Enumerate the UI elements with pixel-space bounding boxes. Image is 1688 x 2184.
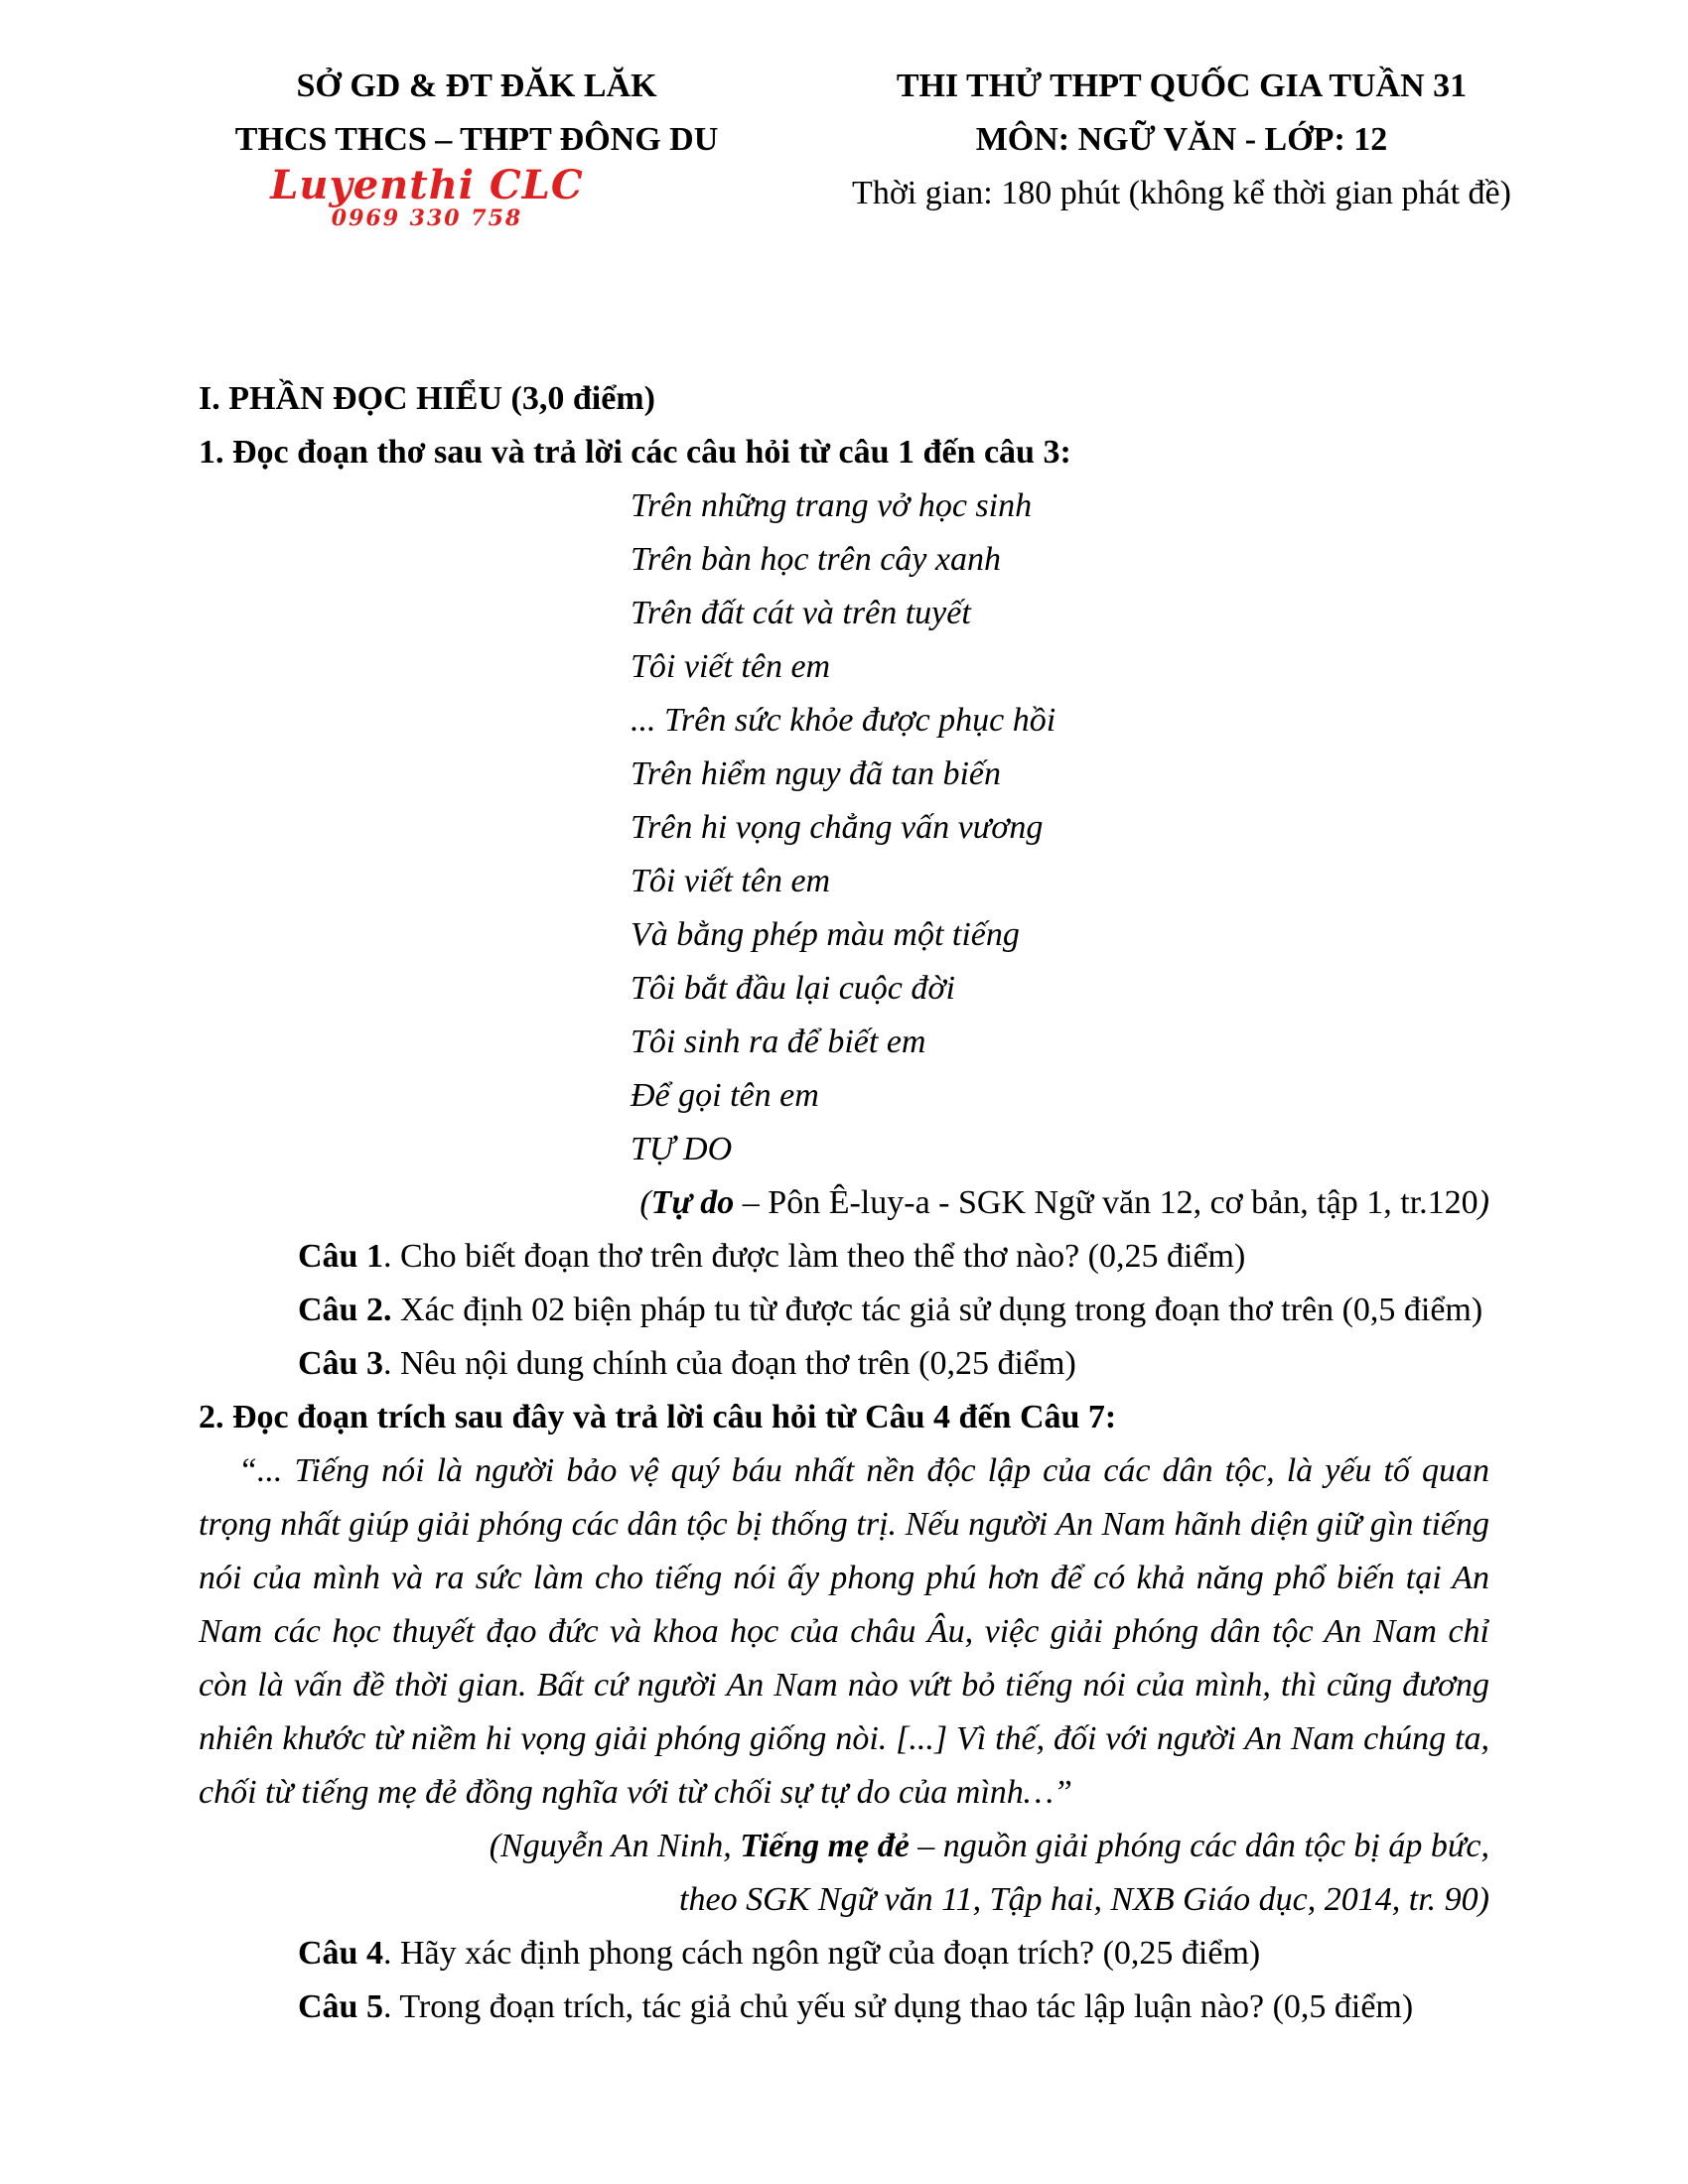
- citation-close: ): [1477, 1184, 1489, 1221]
- exam-time: Thời gian: 180 phút (không kể thời gian phát đề): [852, 175, 1511, 211]
- question-label: Câu 4: [298, 1935, 383, 1972]
- question-1: [199, 1230, 1489, 1284]
- question-5: [199, 1980, 1489, 2034]
- exam-subject: MÔN: NGỮ VĂN - LỚP: 12: [975, 121, 1388, 158]
- poem-line: Tôi viết tên em: [631, 648, 831, 685]
- question-3: [199, 1337, 1489, 1391]
- question-label: Câu 1: [298, 1238, 383, 1275]
- citation-title: Tiếng mẹ đẻ: [740, 1828, 910, 1864]
- citation-author: (Nguyễn An Ninh,: [489, 1828, 741, 1864]
- question-text: . Cho biết đoạn thơ trên được làm theo thể thơ nào? (0,25 điểm): [382, 1238, 1246, 1275]
- logo-phone: 0969 330 758: [331, 205, 523, 231]
- brand-logo: [263, 162, 591, 231]
- citation-open: (: [639, 1184, 651, 1221]
- poem-line: ... Trên sức khỏe được phục hồi: [631, 702, 1056, 739]
- citation-subtitle: – nguồn giải phóng các dân tộc bị áp bức,: [909, 1828, 1489, 1864]
- poem-line: Để gọi tên em: [631, 1077, 819, 1114]
- excerpt-citation-line-2: theo SGK Ngữ văn 11, Tập hai, NXB Giáo dục, 2014, tr. 90): [679, 1881, 1489, 1918]
- part1-heading: 1. Đọc đoạn thơ sau và trả lời các câu hỏi từ câu 1 đến câu 3:: [199, 434, 1071, 471]
- question-text: Xác định 02 biện pháp tu từ được tác giả sử dụng trong đoạn thơ trên (0,5 điểm): [391, 1292, 1483, 1328]
- question-2: [199, 1284, 1489, 1337]
- excerpt-citation-line-1: [199, 1820, 1489, 1873]
- question-text: . Trong đoạn trích, tác giả chủ yếu sử dụng thao tác lập luận nào? (0,5 điểm): [382, 1988, 1414, 2025]
- excerpt-text: “... Tiếng nói là người bảo vệ quý báu nhất nền độc lập của các dân tộc, là yếu tố quan trọng nhất giúp giải phóng các dân tộc bị thống trị. Nếu người An Nam hãnh diện giữ gìn tiếng nói của mình và ra sức làm cho tiếng nói ấy phong phú hơn để có khả năng phổ biến tại An Nam các học thuyết đạo đức và khoa học của châu Âu, việc giải phóng dân tộc An Nam chỉ còn là vấn đề thời gian. Bất cứ người An Nam nào vứt bỏ tiếng nói của mình, thì cũng đương nhiên khước từ niềm hi vọng giải phóng giống nòi. [...] Vì thế, đối với người An Nam chúng ta, chối từ tiếng mẹ đẻ đồng nghĩa với từ chối sự tự do của mình…”: [199, 1452, 1489, 1811]
- header-exam-block: [814, 60, 1549, 220]
- question-text: . Nêu nội dung chính của đoạn thơ trên (0,25 điểm): [382, 1345, 1076, 1382]
- question-label: Câu 3: [298, 1345, 383, 1382]
- poem-line: Trên bàn học trên cây xanh: [631, 541, 1001, 578]
- poem-line: Trên hiểm nguy đã tan biến: [631, 755, 1002, 792]
- poem-line: Trên đất cát và trên tuyết: [631, 595, 971, 631]
- poem-line: TỰ DO: [631, 1131, 733, 1167]
- poem-line: Trên những trang vở học sinh: [631, 487, 1033, 524]
- question-label: Câu 5: [298, 1988, 383, 2025]
- poem-line: Tôi bắt đầu lại cuộc đời: [631, 970, 955, 1007]
- header-school: THCS THCS – THPT ĐÔNG DU: [234, 121, 719, 158]
- poem-citation: [199, 1176, 1489, 1230]
- exam-title: THI THỬ THPT QUỐC GIA TUẦN 31: [896, 68, 1468, 104]
- logo-text: Luyenthi CLC: [270, 162, 584, 208]
- header-school-block: [199, 60, 755, 167]
- poem: [199, 479, 1489, 1176]
- poem-line: Tôi viết tên em: [631, 863, 831, 899]
- poem-line: Trên hi vọng chẳng vấn vương: [631, 809, 1044, 846]
- section-heading: I. PHẦN ĐỌC HIỂU (3,0 điểm): [199, 380, 655, 417]
- header-department: SỞ GD & ĐT ĐĂK LĂK: [296, 68, 657, 104]
- poem-line: Và bằng phép màu một tiếng: [631, 916, 1020, 953]
- question-4: [199, 1927, 1489, 1980]
- question-label: Câu 2.: [298, 1292, 392, 1328]
- exam-body: [199, 372, 1489, 2034]
- citation-title: Tự do: [650, 1184, 735, 1221]
- part2-heading: 2. Đọc đoạn trích sau đây và trả lời câu hỏi từ Câu 4 đến Câu 7:: [199, 1399, 1117, 1435]
- citation-source: – Pôn Ê-luy-a - SGK Ngữ văn 12, cơ bản, tập 1, tr.120: [734, 1184, 1478, 1221]
- excerpt-passage: [199, 1444, 1489, 1820]
- poem-line: Tôi sinh ra để biết em: [631, 1024, 926, 1060]
- question-text: . Hãy xác định phong cách ngôn ngữ của đoạn trích? (0,25 điểm): [382, 1935, 1261, 1972]
